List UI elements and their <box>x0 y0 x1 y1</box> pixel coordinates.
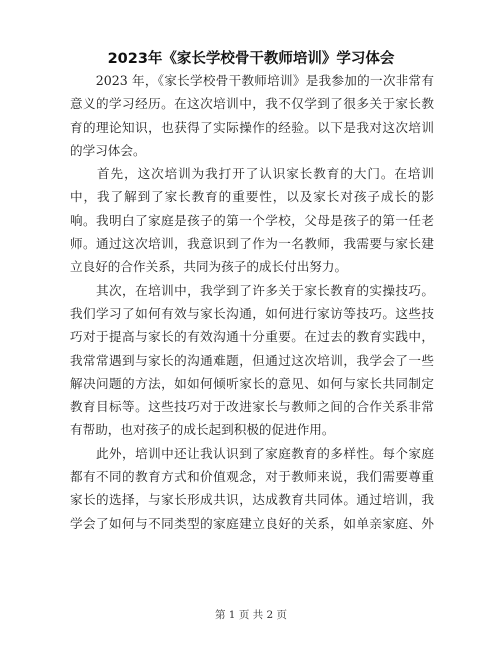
paragraph-line: 师。通过这次培训，我意识到了作为一名教师，我需要与家长建 <box>70 236 434 252</box>
paragraph-line: 教育目标等。这些技巧对于改进家长与教师之间的合作关系非常 <box>70 399 434 415</box>
paragraph-line: 巧对于提高与家长的有效沟通十分重要。在过去的教育实践中， <box>70 329 434 345</box>
paragraph-line: 育的理论知识，也获得了实际操作的经验。以下是我对这次培训 <box>70 119 434 135</box>
paragraph-line: 响。我明白了家庭是孩子的第一个学校，父母是孩子的第一任老 <box>70 212 434 228</box>
page-footer: 第 1 页 共 2 页 <box>214 609 288 621</box>
paragraph-line: 的学习体会。 <box>70 142 146 158</box>
paragraph-line: 中，我了解到了家长教育的重要性，以及家长对孩子成长的影 <box>70 189 434 205</box>
paragraph-3 <box>70 279 434 442</box>
paragraph-line: 2023 年，《家长学校骨干教师培训》是我参加的一次非常有 <box>70 73 434 88</box>
paragraph-line: 都有不同的教育方式和价值观念，对于教师来说，我们需要尊重 <box>70 469 434 485</box>
paragraph-1 <box>70 69 434 162</box>
document-body <box>70 69 434 535</box>
document-title: 2023年《家长学校骨干教师培训》学习体会 <box>107 51 395 67</box>
paragraph-line: 立良好的合作关系，共同为孩子的成长付出努力。 <box>70 259 348 275</box>
paragraph-4 <box>70 442 434 535</box>
paragraph-line: 有帮助，也对孩子的成长起到积极的促进作用。 <box>70 422 335 438</box>
paragraph-line: 学会了如何与不同类型的家庭建立良好的关系，如单亲家庭、外 <box>70 515 434 531</box>
paragraph-line: 首先，这次培训为我打开了认识家长教育的大门。在培训 <box>70 166 434 182</box>
paragraph-line: 我常常遇到与家长的沟通难题，但通过这次培训，我学会了一些 <box>70 352 434 368</box>
paragraph-line: 我们学习了如何有效与家长沟通，如何进行家访等技巧。这些技 <box>70 305 434 321</box>
paragraph-line: 解决问题的方法，如如何倾听家长的意见、如何与家长共同制定 <box>70 375 434 391</box>
paragraph-line: 此外，培训中还让我认识到了家庭教育的多样性。每个家庭 <box>70 445 434 461</box>
paragraph-line: 其次，在培训中，我学到了许多关于家长教育的实操技巧。 <box>70 282 434 298</box>
paragraph-2 <box>70 162 434 278</box>
paragraph-line: 家长的选择，与家长形成共识，达成教育共同体。通过培训，我 <box>70 492 434 508</box>
paragraph-line: 意义的学习经历。在这次培训中，我不仅学到了很多关于家长教 <box>70 96 434 112</box>
